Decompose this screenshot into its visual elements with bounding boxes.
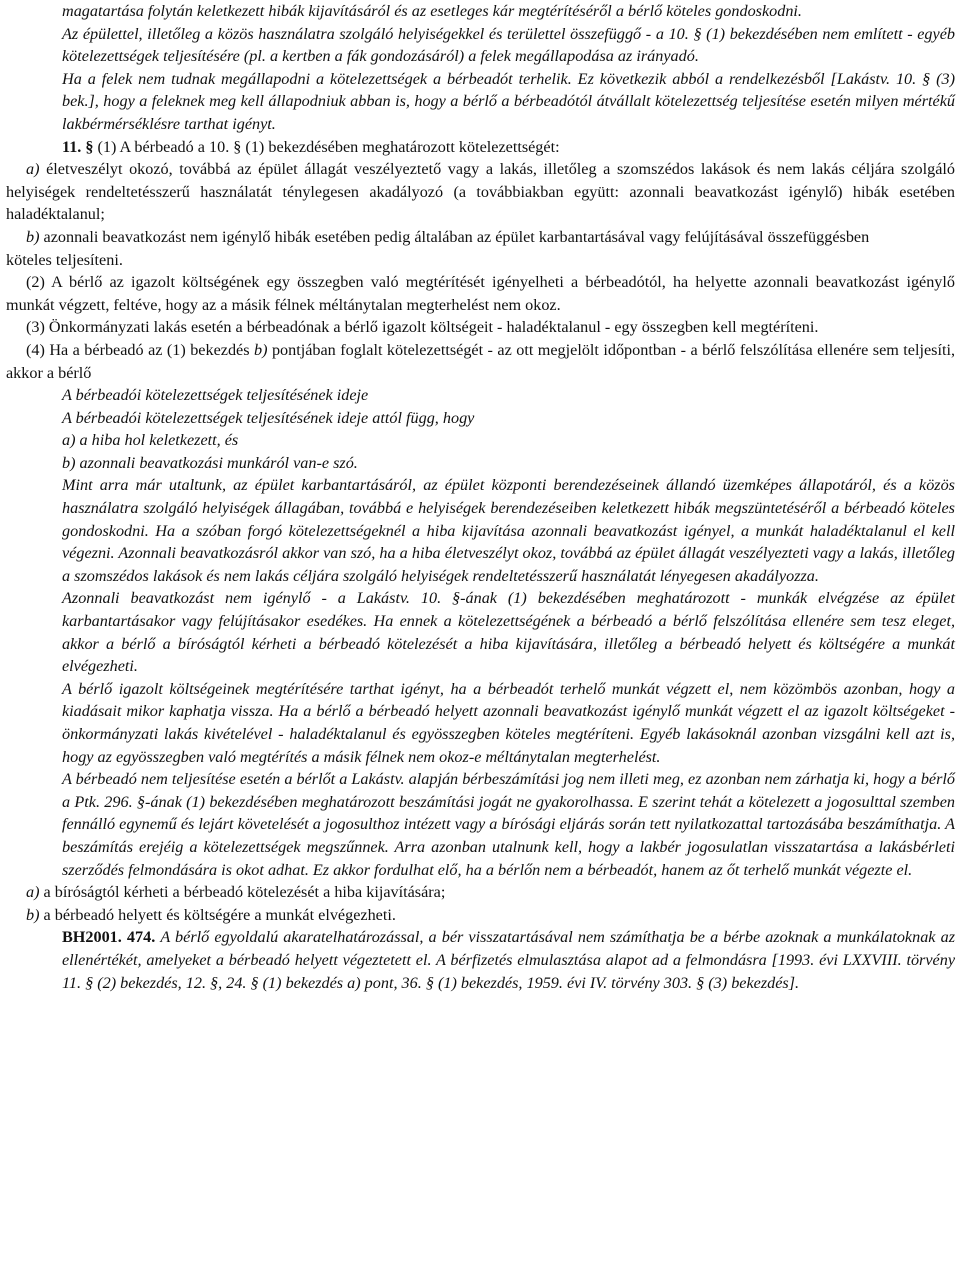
section-paragraph-4 <box>6 339 955 384</box>
option-a-text: a bíróságtól kérheti a bérbeadó kötelezését a hiba kijavítására; <box>43 883 446 902</box>
section-paragraph-2: (2) A bérlő az igazolt költségének egy összegben való megtérítését igényelheti a bérbeadótól, ha helyette azonnali beavatkozást igénylő munkát végzett, feltéve, hogy az a másik félnek méltánytalan megterhelést nem okoz. <box>6 273 955 314</box>
option-b-label: b) <box>26 905 40 924</box>
case-note <box>6 926 955 994</box>
option-a-label: a) <box>26 883 40 902</box>
section-11-heading <box>6 136 955 159</box>
case-reference: BH2001. 474. <box>62 928 156 947</box>
case-text: A bérlő egyoldalú akaratelhatározással, a bér visszatartásával nem számíthatja be a bérbe azoknak a munkálatoknak az ellenértékét, amelyeket a bérbeadó helyett végeztetett el. A bérfizetés elmulasztása alapot ad a felmondásra [1993. évi LXXVIII. törvény 11. § (2) bekezdés, 12. §, 24. § (1) bekezdés a) pont, 36. § (1) bekezdés, 1959. évi IV. törvény 303. § (3) bekezdés]. <box>62 928 955 992</box>
section-item-b <box>6 226 955 249</box>
intro-paragraph-1: magatartása folytán keletkezett hibák kijavításáról és az esetleges kár megtérítéséről a bérlő köteles gondoskodni. <box>62 2 802 20</box>
commentary-condition-b: b) azonnali beavatkozási munkáról van-e szó. <box>62 453 358 472</box>
intro-paragraph-2: Az épülettel, illetőleg a közös használatra szolgáló helyiségekkel és területtel összefüggő - a 10. § (1) bekezdésében nem említett - egyéb kötelezettségek teljesítésére (pl. a kertben a fák gondozásáról) a felek megállapodása az irányadó. <box>62 24 955 66</box>
commentary-paragraph-3: A bérlő igazolt költségeinek megtérítésére tarthat igényt, ha a bérbeadót terhelő munkát végzett el, nem közömbös azonban, hogy a kiadásait mikor kaphatja vissza. Ha a bérlő a bérbeadó helyett azonnali beavatkozást igénylő munkát végzett el az igazolt költségeket - önkormányzati lakás kivételével - haladéktalanul és egyösszegben köteles megtéríteni. Egyéb lakásoknál azonban vizsgálni kell azt is, hogy az egyösszegben való megtérítés a másik félnek nem okoz-e méltánytalan megterhelést. <box>62 679 955 766</box>
commentary-condition-a: a) a hiba hol keletkezett, és <box>62 431 239 450</box>
para4-end: pontjában foglalt kötelezettségét - az ott megjelölt időpontban - a bérlő felszólítása ellenére sem teljesíti, akkor a bérlő <box>6 340 956 382</box>
section-closing: köteles teljesíteni. <box>6 250 123 269</box>
section-item-a <box>6 158 955 226</box>
para4-b-label: b) <box>254 340 268 359</box>
commentary-paragraph-1: Mint arra már utaltunk, az épület karbantartásáról, az épület központi berendezéseinek állandó üzemképes állapotáról, és a közös használatra szolgáló helyiségek állagában, továbbá e helyiségek berendezéseiben keletkezett hibák megszüntetéséről a bérbeadó köteles gondoskodni. Ha a szóban forgó kötelezettségeknél a hiba kijavítása azonnali beavatkozást igényel, a munkát haladéktalanul el kell végezni. Azonnali beavatkozásról akkor van szó, ha a hiba életveszélyt okoz, továbbá az épület állagát veszélyezteti vagy a lakás, illetőleg a szomszédos lakások és nem lakás céljára szolgáló helyiségek rendeltetésszerű használatát lényegesen akadályozza. <box>62 476 955 585</box>
section-number: 11. § <box>62 137 94 156</box>
option-b-text: a bérbeadó helyett és költségére a munkát elvégezheti. <box>43 905 396 924</box>
commentary-heading-2: A bérbeadói kötelezettségek teljesítésének ideje attól függ, hogy <box>62 408 475 427</box>
option-a <box>6 881 955 904</box>
commentary-paragraph-2: Azonnali beavatkozást nem igénylő - a Lakástv. 10. §-ának (1) bekezdésében meghatározott - munkák elvégzése az épület karbantartásakor vagy felújításakor esedékes. Ha ennek a kötelezettségének a bérbeadó a bérlő felszólítása ellenére sem tesz eleget, akkor a bérlő a bíróságtól kérheti a bérbeadó kötelezését a hiba kijavítására, illetőleg a bérbeadó helyett és költségére a munkát elvégezheti. <box>62 589 955 676</box>
commentary-paragraph-4: A bérbeadó nem teljesítése esetén a bérlőt a Lakástv. alapján bérbeszámítási jog nem illeti meg, ez azonban nem zárhatja ki, hogy a bérlő a Ptk. 296. §-ának (1) bekezdésében meghatározott beszámítási jogát ne gyakorolhassa. E szerint tehát a kötelezett a jogosulttal szemben fennálló egynemű és lejárt követelését a jogosulthoz intézett vagy a bírósági eljárás során tett nyilatkozattal tartozásába beszámíthatja. A beszámítás erejéig a kötelezettségek megszűnnek. Arra azonban utalnunk kell, hogy a lakbér jogosulatlan visszatartása a lakásbérleti szerződés felmondására is okot adhat. Ez akkor fordulhat elő, ha a bérlőn nem a bérbeadót, hanem az őt terhelő munkát végezte el. <box>62 770 955 879</box>
item-b-text: azonnali beavatkozást nem igénylő hibák esetében pedig általában az épület karbantartásával vagy felújításával összefüggésben <box>43 227 870 246</box>
section-paragraph-3: (3) Önkormányzati lakás esetén a bérbeadónak a bérlő igazolt költségeit - haladéktalanul - egy összegben kell megtéríteni. <box>26 318 819 337</box>
option-b <box>6 904 955 927</box>
item-b-label: b) <box>26 227 40 246</box>
para4-start: (4) Ha a bérbeadó az (1) bekezdés <box>26 340 250 359</box>
item-a-label: a) <box>26 160 40 179</box>
intro-paragraph-3: Ha a felek nem tudnak megállapodni a kötelezettségek a bérbeadót terhelik. Ez következik abból a rendelkezésből [Lakástv. 10. § (3) bek.], hogy a feleknek meg kell állapodniuk abban is, hogy a bérlő a bérbeadótól átvállalt kötelezettség teljesítése esetén milyen mértékű lakbérmérséklésre tarthat igényt. <box>62 69 955 133</box>
commentary-heading-1: A bérbeadói kötelezettségek teljesítésének ideje <box>62 386 369 405</box>
item-a-text: életveszélyt okozó, továbbá az épület állagát veszélyeztető vagy a lakás, illetőleg a szomszédos lakások és nem lakás céljára szolgáló helyiségek rendeltetésszerű használatát ténylegesen akadályozó (a továbbiakban együtt: azonnali beavatkozást igénylő) hibák esetében haladéktalanul; <box>6 160 956 224</box>
section-heading-text: (1) A bérbeadó a 10. § (1) bekezdésében meghatározott kötelezettségét: <box>97 137 560 156</box>
